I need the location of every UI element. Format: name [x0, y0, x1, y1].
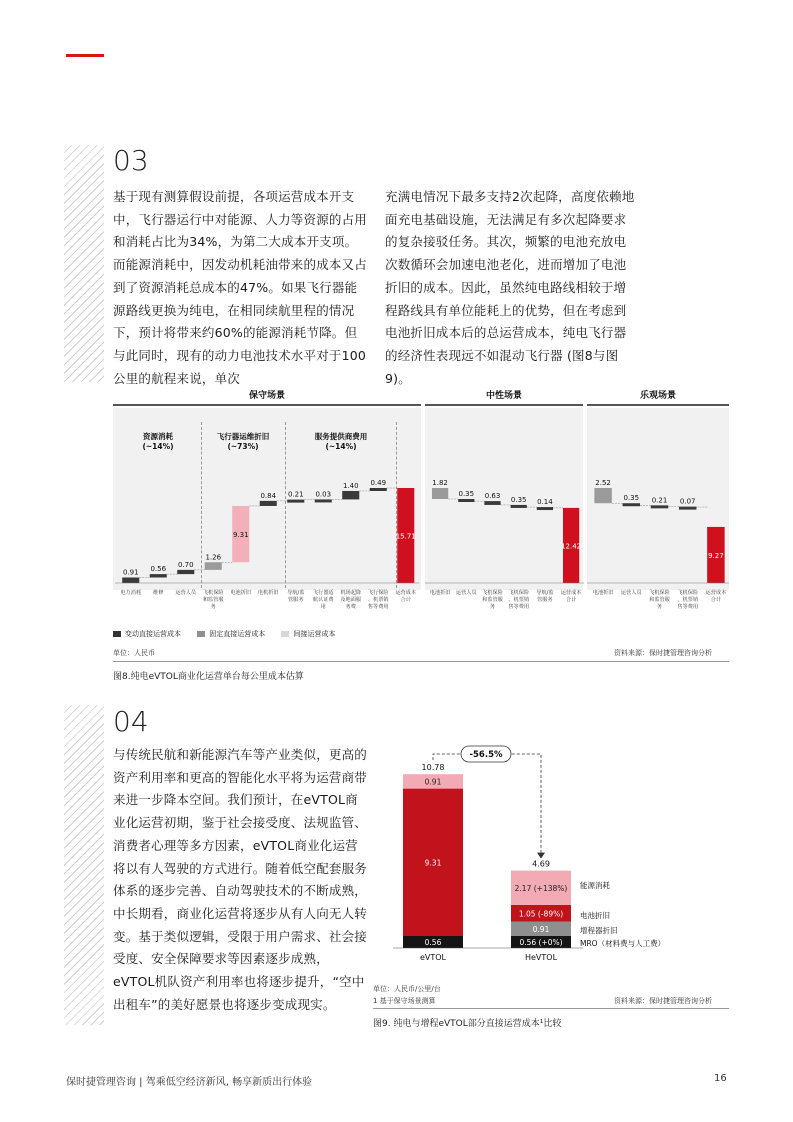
- category-label: 维修: [153, 590, 164, 596]
- category-label: HeVTOL: [524, 953, 558, 962]
- value-label: 9.27: [708, 551, 724, 560]
- waterfall-bar: [537, 507, 553, 510]
- waterfall-bar: [150, 574, 167, 577]
- category-label: 运营成本: [560, 590, 582, 596]
- category-label: 及地面服: [340, 597, 362, 603]
- total-label: 10.78: [421, 763, 445, 773]
- waterfall-neutral: [425, 479, 584, 610]
- waterfall-bar: [651, 505, 668, 508]
- waterfall-bar: [287, 500, 304, 503]
- footer-text: 保时捷管理咨询 | 驾乘低空经济新风, 畅享新质出行体验: [66, 1077, 313, 1088]
- segment-label: 0.91: [532, 924, 550, 934]
- group-pct: (~14%): [325, 442, 357, 451]
- waterfall-bar: [342, 491, 359, 499]
- legend-label: 能源消耗: [580, 881, 610, 890]
- legend-swatch: [281, 631, 289, 637]
- category-label: 管服务: [537, 597, 553, 603]
- category-label: 航认证费: [312, 597, 334, 603]
- value-label: 0.14: [537, 498, 553, 507]
- figure-8-bars: [113, 388, 729, 638]
- scenario-label: 中性场景: [485, 391, 522, 401]
- figure-9-caption: 图9. 纯电与增程eVTOL部分直接运营成本¹比较: [373, 1019, 562, 1029]
- category-label: 运营人员: [175, 590, 197, 596]
- category-label: 机场起降: [340, 590, 362, 596]
- legend-label: 变动直接运营成本: [125, 630, 181, 638]
- divider: [113, 661, 729, 662]
- figure-9-footnote: 1 基于保守场景测算: [373, 997, 436, 1005]
- value-label: 2.52: [595, 479, 611, 487]
- value-label: 0.84: [260, 491, 277, 500]
- category-label: 售等费用: [677, 604, 699, 610]
- value-label: 1.82: [432, 479, 448, 487]
- figure-9-bars: [393, 746, 665, 962]
- waterfall-bar: [484, 501, 500, 505]
- category-label: 运营人员: [455, 590, 477, 596]
- figure-9-chart: [373, 742, 729, 962]
- value-label: 12.42: [561, 542, 582, 551]
- group-name: 服务提供商费用: [314, 432, 368, 441]
- waterfall-bar: [370, 488, 387, 491]
- value-label: 0.21: [287, 490, 304, 499]
- category-label: 、机票销: [367, 597, 389, 603]
- figure-8-unit: 单位：人民币: [113, 649, 155, 657]
- section-03-column-1: 基于现有测算假设前提，各项运营成本开支中，飞行器运行中对能源、人力等资源的占用和消耗占比为34%，为第二大成本开支项。而能源消耗中，因发动机耗油带来的成本又占到了资源消耗总成本的47%。如果飞行器能源路线更换为纯电，在相同续航里程的情况下，预计将带来约60%的能源消耗节降。但与此同时，现有的动力电池技术水平对于100公里的航程来说，单次: [113, 189, 368, 386]
- value-label: 0.03: [315, 490, 332, 499]
- arrow-head: [537, 853, 545, 859]
- segment-label: 0.56: [424, 938, 442, 947]
- category-label: 管服务: [287, 597, 304, 603]
- value-label: 1.40: [342, 481, 359, 490]
- category-label: 电池折旧: [230, 590, 252, 596]
- section-04-text: 与传统民航和新能源汽车等产业类似，更高的资产利用率和更高的智能化水平将为运营商带来进一步降本空间。我们预计，在eVTOL商业化运营初期，鉴于社会接受度、法规监管、消费者心理等多方因素，eVTOL商业化运营将以有人驾驶的方式进行。随着低空配套服务体系的逐步完善、自动驾驶技术的不断成熟，中长期看，商业化运营将逐步从有人向无人转变。基于类似逻辑，受限于用户需求、社会接受度、安全保障要求等因素逐步成熟，eVTOL机队资产利用率也将逐步提升，“空中出租车”的美好愿景也将逐步变成现实。: [113, 747, 368, 1012]
- category-label: 电池折旧: [429, 590, 451, 596]
- value-label: 0.35: [510, 495, 527, 504]
- category-label: 飞机保险: [508, 590, 530, 596]
- hatch-decoration: [64, 705, 104, 1025]
- value-label: 0.21: [651, 496, 668, 505]
- value-label: 9.31: [232, 531, 249, 540]
- value-label: 0.35: [458, 490, 475, 499]
- total-label: 4.69: [532, 859, 550, 869]
- category-label: 运营成本: [395, 590, 417, 596]
- page-number: 16: [714, 1073, 727, 1084]
- waterfall-bar: [458, 499, 474, 502]
- category-label: 电机折旧: [257, 590, 279, 596]
- waterfall-bar: [122, 577, 139, 583]
- group-name: 资源消耗: [143, 432, 173, 441]
- category-label: 飞机保险: [202, 590, 224, 596]
- figure-9-unit: 单位：人民币/公里/台: [373, 985, 441, 993]
- group-name: 飞行器运维折旧: [216, 432, 270, 441]
- waterfall-bar: [260, 501, 277, 506]
- legend-swatch: [113, 631, 121, 637]
- category-label: eVTOL: [419, 953, 447, 962]
- category-label: 飞机保险: [649, 590, 670, 596]
- category-label: 飞行保险: [367, 590, 389, 596]
- group-pct: (~73%): [227, 442, 259, 451]
- waterfall-bar: [623, 503, 640, 506]
- value-label: 15.71: [395, 532, 416, 541]
- category-label: 、机票销: [677, 597, 699, 603]
- category-label: 飞机保险: [677, 590, 699, 596]
- legend-label: MRO（材料费与人工费）: [580, 939, 666, 948]
- segment-label: 2.17 (+138%): [514, 883, 568, 893]
- section-number: 03: [113, 144, 149, 177]
- waterfall-bar: [511, 505, 527, 508]
- legend-label: 增程器折旧: [580, 926, 618, 935]
- value-label: 0.07: [679, 497, 696, 506]
- category-label: 电力消耗: [120, 590, 142, 596]
- scenario-label: 保守场景: [248, 391, 285, 401]
- category-label: 合计: [400, 597, 411, 603]
- category-label: 用: [320, 604, 326, 610]
- figure-8-chart: [113, 388, 729, 638]
- waterfall-bar: [679, 507, 696, 510]
- waterfall-bar: [432, 488, 448, 499]
- value-label: 0.35: [623, 494, 640, 503]
- waterfall-bar: [177, 570, 194, 574]
- category-label: 飞行器适: [312, 590, 334, 596]
- category-label: 售等费用: [367, 604, 389, 610]
- legend-label: 固定直接运营成本: [209, 630, 266, 638]
- waterfall-bar: [315, 499, 332, 502]
- value-label: 0.70: [177, 560, 194, 569]
- category-label: 和监管服: [649, 597, 670, 603]
- category-label: 运营成本: [705, 590, 727, 596]
- waterfall-bar: [205, 562, 222, 570]
- value-label: 0.56: [150, 565, 167, 574]
- category-label: 和监管服: [482, 597, 503, 603]
- segment-label: 0.91: [424, 777, 442, 787]
- category-label: 合计: [710, 597, 722, 603]
- figure-8-legend: [113, 629, 335, 639]
- value-label: 0.63: [484, 492, 501, 501]
- category-label: 和监管服: [202, 597, 224, 603]
- section-03-column-2: 充满电情况下最多支持2次起降，高度依赖地面充电基础设施，无法满足有多次起降要求的复杂接驳任务。其次，频繁的电池充放电次数循环会加速电池老化，进而增加了电池折旧的成本。因此，虽然纯电路线相较于增程路线具有单位能耗上的优势，但在考虑到电池折旧成本后的总运营成本，纯电飞行器的经济性表现远不如混动飞行器 (图8与图9)。: [385, 189, 635, 386]
- section-number: 04: [113, 705, 149, 738]
- category-label: 务: [489, 604, 496, 610]
- value-label: 1.26: [205, 553, 222, 562]
- category-label: 电池折旧: [592, 590, 614, 596]
- legend-label: 间接运营成本: [293, 630, 336, 638]
- legend-swatch: [197, 631, 205, 637]
- waterfall-bar: [594, 488, 611, 503]
- legend-label: 电池折旧: [580, 911, 610, 920]
- category-label: 合计: [565, 597, 577, 603]
- category-label: 务费: [345, 604, 356, 610]
- divider: [373, 1008, 729, 1009]
- figure-8-source: 资料来源：保时捷管理咨询分析: [614, 649, 712, 657]
- segment-label: 1.05 (-89%): [518, 909, 564, 919]
- category-label: 、机票销: [508, 597, 530, 603]
- hatch-decoration: [64, 145, 104, 382]
- category-label: 务: [656, 604, 663, 610]
- category-label: 导航/监: [287, 590, 305, 596]
- segment-label: 9.31: [424, 858, 442, 868]
- category-label: 售等费用: [508, 604, 530, 610]
- change-label: -56.5%: [469, 750, 503, 760]
- value-label: 0.91: [122, 568, 139, 577]
- accent-line: [66, 54, 104, 57]
- category-label: 务: [210, 604, 216, 610]
- category-label: 导航/监: [536, 590, 554, 596]
- value-label: 0.49: [370, 479, 387, 487]
- waterfall-conservative: [115, 479, 420, 610]
- segment-label: 0.56 (+0%): [519, 938, 563, 947]
- figure-9-source: 资料来源：保时捷管理咨询分析: [614, 997, 712, 1005]
- scenario-label: 乐观场景: [639, 391, 676, 401]
- waterfall-optimistic: [587, 479, 729, 610]
- group-pct: (~14%): [142, 442, 174, 451]
- category-label: 运营人员: [620, 590, 642, 596]
- category-label: 飞机保险: [482, 590, 503, 596]
- figure-8-caption: 图8.纯电eVTOL商业化运营单台每公里成本估算: [113, 672, 304, 682]
